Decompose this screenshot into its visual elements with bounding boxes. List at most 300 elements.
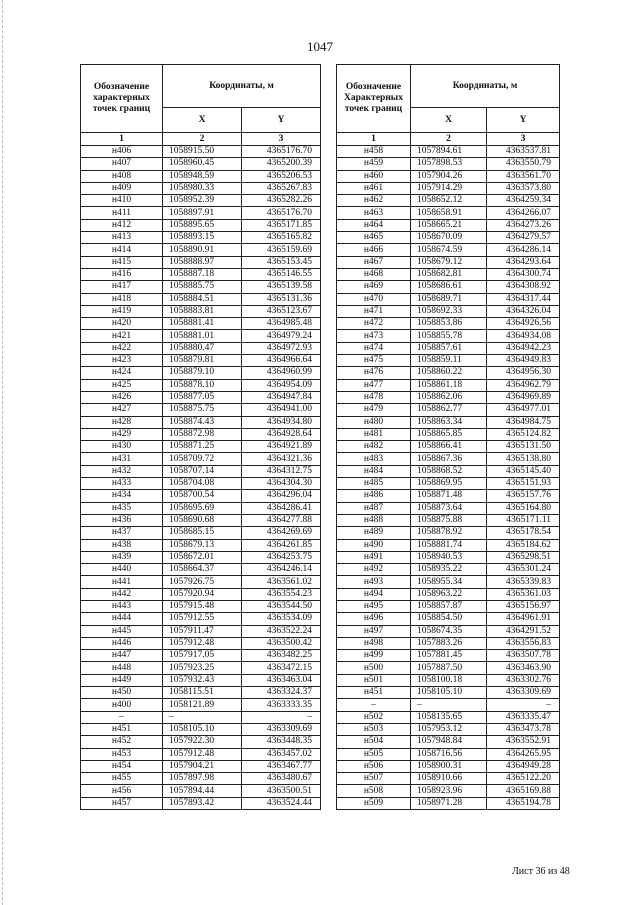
- x-coordinate: 1058690.68: [163, 514, 242, 526]
- point-designation: н473: [337, 330, 411, 342]
- point-designation: н506: [337, 760, 411, 772]
- x-coordinate: 1058679.12: [411, 256, 487, 268]
- y-coordinate: 4365159.69: [242, 244, 321, 256]
- y-coordinate: 4364296.04: [242, 490, 321, 502]
- x-coordinate: 1057897.98: [163, 773, 242, 785]
- point-designation: н452: [81, 736, 163, 748]
- point-designation: н493: [337, 576, 411, 588]
- y-coordinate: 4365131.36: [242, 293, 321, 305]
- y-coordinate: 4364291.52: [487, 625, 560, 637]
- point-designation: н442: [81, 588, 163, 600]
- header-designation: Обозначение характерных точек границ: [81, 65, 163, 133]
- point-designation: н424: [81, 367, 163, 379]
- table-row: [337, 736, 560, 748]
- x-coordinate: 1058866.41: [411, 441, 487, 453]
- x-coordinate: 1058877.05: [163, 391, 242, 403]
- x-coordinate: 1058875.88: [411, 514, 487, 526]
- table-row: [81, 551, 321, 563]
- y-coordinate: 4364926.56: [487, 318, 560, 330]
- y-coordinate: 4363463.04: [242, 674, 321, 686]
- point-designation: н500: [337, 662, 411, 674]
- point-designation: н486: [337, 490, 411, 502]
- y-coordinate: 4363552.91: [487, 736, 560, 748]
- x-coordinate: 1058672.01: [163, 551, 242, 563]
- table-row: [81, 367, 321, 379]
- table-row: [337, 600, 560, 612]
- y-coordinate: 4363500.51: [242, 785, 321, 797]
- x-coordinate: 1058980.33: [163, 182, 242, 194]
- x-coordinate: 1058865.85: [411, 428, 487, 440]
- y-coordinate: 4365145.40: [487, 465, 560, 477]
- table-row: [337, 293, 560, 305]
- y-coordinate: 4365361.03: [487, 588, 560, 600]
- table-row: [81, 146, 321, 158]
- x-coordinate: 1058879.81: [163, 355, 242, 367]
- table-row: [337, 699, 560, 711]
- y-coordinate: 4365298.51: [487, 551, 560, 563]
- x-coordinate: 1057948.84: [411, 736, 487, 748]
- point-designation: н437: [81, 527, 163, 539]
- x-coordinate: 1058871.25: [163, 441, 242, 453]
- point-designation: н426: [81, 391, 163, 403]
- y-coordinate: 4364304.30: [242, 478, 321, 490]
- table-row: [337, 662, 560, 674]
- table-row: [337, 625, 560, 637]
- point-designation: н477: [337, 379, 411, 391]
- y-coordinate: 4364979.24: [242, 330, 321, 342]
- x-coordinate: 1057914.29: [411, 182, 487, 194]
- point-designation: н509: [337, 797, 411, 809]
- x-coordinate: 1058670.09: [411, 232, 487, 244]
- y-coordinate: 4363324.37: [242, 687, 321, 699]
- header-x: X: [411, 108, 487, 133]
- table-row: [81, 662, 321, 674]
- x-coordinate: 1058709.72: [163, 453, 242, 465]
- point-designation: н480: [337, 416, 411, 428]
- x-coordinate: 1058115.51: [163, 687, 242, 699]
- table-row: [337, 650, 560, 662]
- table-row: [81, 232, 321, 244]
- x-coordinate: 1058871.48: [411, 490, 487, 502]
- y-coordinate: 4365165.82: [242, 232, 321, 244]
- table-row: [337, 355, 560, 367]
- point-designation: н458: [337, 146, 411, 158]
- table-row: [337, 711, 560, 723]
- x-coordinate: 1057953.12: [411, 723, 487, 735]
- point-designation: н479: [337, 404, 411, 416]
- y-coordinate: 4363333.35: [242, 699, 321, 711]
- point-designation: н461: [337, 182, 411, 194]
- table-row: [337, 182, 560, 194]
- table-row: [81, 576, 321, 588]
- header-y: Y: [242, 108, 321, 133]
- y-coordinate: 4365176.70: [242, 207, 321, 219]
- point-designation: н448: [81, 662, 163, 674]
- point-designation: н503: [337, 723, 411, 735]
- x-coordinate: 1058857.87: [411, 600, 487, 612]
- x-coordinate: 1058854.50: [411, 613, 487, 625]
- table-row: [81, 736, 321, 748]
- x-coordinate: 1058885.75: [163, 281, 242, 293]
- point-designation: н481: [337, 428, 411, 440]
- x-coordinate: 1057926.75: [163, 576, 242, 588]
- x-coordinate: 1057898.53: [411, 158, 487, 170]
- point-designation: н415: [81, 256, 163, 268]
- table-row: [337, 404, 560, 416]
- point-designation: н441: [81, 576, 163, 588]
- point-designation: н499: [337, 650, 411, 662]
- x-coordinate: 1058881.01: [163, 330, 242, 342]
- point-designation: н430: [81, 441, 163, 453]
- x-coordinate: 1058135.65: [411, 711, 487, 723]
- y-coordinate: 4364962.79: [487, 379, 560, 391]
- point-designation: н418: [81, 293, 163, 305]
- point-designation: н462: [337, 195, 411, 207]
- point-designation: н438: [81, 539, 163, 551]
- x-coordinate: 1058880.47: [163, 342, 242, 354]
- table-body-right: [337, 146, 560, 810]
- y-coordinate: 4365171.11: [487, 514, 560, 526]
- x-coordinate: –: [163, 711, 242, 723]
- y-coordinate: 4364954.09: [242, 379, 321, 391]
- y-coordinate: 4364921.89: [242, 441, 321, 453]
- point-designation: н484: [337, 465, 411, 477]
- x-coordinate: 1058100.18: [411, 674, 487, 686]
- point-designation: н453: [81, 748, 163, 760]
- table-row: [81, 773, 321, 785]
- table-row: [81, 699, 321, 711]
- x-coordinate: 1058923.96: [411, 785, 487, 797]
- point-designation: н508: [337, 785, 411, 797]
- table-row: [81, 785, 321, 797]
- table-row: [81, 182, 321, 194]
- x-coordinate: 1057917.05: [163, 650, 242, 662]
- table-row: [81, 588, 321, 600]
- x-coordinate: 1058861.18: [411, 379, 487, 391]
- table-row: [81, 428, 321, 440]
- point-designation: н423: [81, 355, 163, 367]
- y-coordinate: 4365146.55: [242, 268, 321, 280]
- x-coordinate: 1057894.44: [163, 785, 242, 797]
- point-designation: н465: [337, 232, 411, 244]
- y-coordinate: 4363537.81: [487, 146, 560, 158]
- table-row: [81, 404, 321, 416]
- point-designation: н457: [81, 797, 163, 809]
- x-coordinate: 1058707.14: [163, 465, 242, 477]
- point-designation: н408: [81, 170, 163, 182]
- x-coordinate: 1057922.30: [163, 736, 242, 748]
- table-row: [81, 527, 321, 539]
- point-designation: н414: [81, 244, 163, 256]
- table-row: [337, 256, 560, 268]
- table-row: [81, 441, 321, 453]
- table-row: [81, 391, 321, 403]
- point-designation: н483: [337, 453, 411, 465]
- point-designation: н446: [81, 637, 163, 649]
- y-coordinate: –: [487, 699, 560, 711]
- point-designation: н431: [81, 453, 163, 465]
- x-coordinate: 1058855.78: [411, 330, 487, 342]
- table-row: [81, 281, 321, 293]
- table-row: [337, 478, 560, 490]
- point-designation: н487: [337, 502, 411, 514]
- y-coordinate: 4363507.78: [487, 650, 560, 662]
- point-designation: н491: [337, 551, 411, 563]
- y-coordinate: 4364312.75: [242, 465, 321, 477]
- table-row: [337, 146, 560, 158]
- table-row: [81, 219, 321, 231]
- point-designation: н451: [81, 723, 163, 735]
- point-designation: н420: [81, 318, 163, 330]
- table-row: [81, 244, 321, 256]
- y-coordinate: 4364326.04: [487, 305, 560, 317]
- x-coordinate: 1058879.10: [163, 367, 242, 379]
- point-designation: н419: [81, 305, 163, 317]
- point-designation: н416: [81, 268, 163, 280]
- y-coordinate: 4364308.92: [487, 281, 560, 293]
- x-coordinate: 1057904.26: [411, 170, 487, 182]
- x-coordinate: 1058888.97: [163, 256, 242, 268]
- x-coordinate: 1058878.92: [411, 527, 487, 539]
- table-row: [81, 330, 321, 342]
- x-coordinate: 1057887.50: [411, 662, 487, 674]
- y-coordinate: 4365157.76: [487, 490, 560, 502]
- table-row: [81, 478, 321, 490]
- y-coordinate: 4364960.99: [242, 367, 321, 379]
- table-row: [337, 502, 560, 514]
- table-row: [337, 416, 560, 428]
- y-coordinate: 4365339.83: [487, 576, 560, 588]
- y-coordinate: 4364317.44: [487, 293, 560, 305]
- x-coordinate: 1058873.64: [411, 502, 487, 514]
- y-coordinate: 4363550.79: [487, 158, 560, 170]
- table-row: [337, 391, 560, 403]
- table-row: [337, 797, 560, 809]
- x-coordinate: 1058853.86: [411, 318, 487, 330]
- table-row: [81, 416, 321, 428]
- y-coordinate: 4363480.67: [242, 773, 321, 785]
- x-coordinate: 1058960.45: [163, 158, 242, 170]
- header-designation: Обозначение Характерных точек границ: [337, 65, 411, 133]
- y-coordinate: 4364977.01: [487, 404, 560, 416]
- table-row: [81, 256, 321, 268]
- table-row: [337, 674, 560, 686]
- y-coordinate: 4365200.39: [242, 158, 321, 170]
- x-coordinate: 1058857.61: [411, 342, 487, 354]
- point-designation: н497: [337, 625, 411, 637]
- table-row: [81, 797, 321, 809]
- y-coordinate: 4363309.69: [242, 723, 321, 735]
- x-coordinate: 1058893.15: [163, 232, 242, 244]
- point-designation: н440: [81, 564, 163, 576]
- x-coordinate: 1058963.22: [411, 588, 487, 600]
- header-x: X: [163, 108, 242, 133]
- x-coordinate: 1057923.25: [163, 662, 242, 674]
- point-designation: н410: [81, 195, 163, 207]
- table-row: [81, 207, 321, 219]
- y-coordinate: 4364266.07: [487, 207, 560, 219]
- y-coordinate: 4364286.14: [487, 244, 560, 256]
- x-coordinate: 1058890.91: [163, 244, 242, 256]
- y-coordinate: 4364286.41: [242, 502, 321, 514]
- point-designation: н466: [337, 244, 411, 256]
- y-coordinate: 4365123.67: [242, 305, 321, 317]
- y-coordinate: 4365164.80: [487, 502, 560, 514]
- y-coordinate: 4365169.88: [487, 785, 560, 797]
- table-row: [81, 305, 321, 317]
- table-row: [81, 711, 321, 723]
- point-designation: н468: [337, 268, 411, 280]
- point-designation: н421: [81, 330, 163, 342]
- table-row: [81, 502, 321, 514]
- y-coordinate: 4365267.83: [242, 182, 321, 194]
- table-row: [337, 232, 560, 244]
- table-row: [81, 564, 321, 576]
- point-designation: н478: [337, 391, 411, 403]
- x-coordinate: 1058867.36: [411, 453, 487, 465]
- x-coordinate: 1058872.98: [163, 428, 242, 440]
- y-coordinate: 4363500.42: [242, 637, 321, 649]
- table-row: [337, 158, 560, 170]
- point-designation: н498: [337, 637, 411, 649]
- x-coordinate: 1057920.94: [163, 588, 242, 600]
- x-coordinate: 1058686.61: [411, 281, 487, 293]
- y-coordinate: 4363467.77: [242, 760, 321, 772]
- point-designation: –: [81, 711, 163, 723]
- table-row: [337, 367, 560, 379]
- point-designation: н432: [81, 465, 163, 477]
- point-designation: н400: [81, 699, 163, 711]
- table-row: [337, 613, 560, 625]
- table-row: [337, 318, 560, 330]
- table-row: [337, 379, 560, 391]
- x-coordinate: 1057912.55: [163, 613, 242, 625]
- point-designation: н488: [337, 514, 411, 526]
- table-row: [81, 625, 321, 637]
- table-row: [81, 760, 321, 772]
- x-coordinate: 1058105.10: [411, 687, 487, 699]
- header-coordinates: Координаты, м: [163, 65, 321, 108]
- point-designation: н490: [337, 539, 411, 551]
- coordinates-table-right: [336, 64, 560, 810]
- point-designation: н455: [81, 773, 163, 785]
- page-number: 1047: [307, 39, 333, 54]
- table-row: [81, 687, 321, 699]
- point-designation: н445: [81, 625, 163, 637]
- x-coordinate: 1058689.71: [411, 293, 487, 305]
- x-coordinate: 1058915.50: [163, 146, 242, 158]
- x-coordinate: 1057912.48: [163, 748, 242, 760]
- y-coordinate: 4363556.83: [487, 637, 560, 649]
- point-designation: н471: [337, 305, 411, 317]
- y-coordinate: 4365176.70: [242, 146, 321, 158]
- x-coordinate: 1058910.66: [411, 773, 487, 785]
- x-coordinate: 1058704.08: [163, 478, 242, 490]
- header-coordinates: Координаты, м: [411, 65, 560, 108]
- table-row: [81, 318, 321, 330]
- table-row: [337, 244, 560, 256]
- x-coordinate: 1057893.42: [163, 797, 242, 809]
- x-coordinate: 1058860.22: [411, 367, 487, 379]
- x-coordinate: 1058862.77: [411, 404, 487, 416]
- y-coordinate: –: [242, 711, 321, 723]
- y-coordinate: 4364984.75: [487, 416, 560, 428]
- y-coordinate: 4363544.50: [242, 600, 321, 612]
- y-coordinate: 4364934.80: [242, 416, 321, 428]
- x-coordinate: 1058692.33: [411, 305, 487, 317]
- y-coordinate: 4364265.95: [487, 748, 560, 760]
- y-coordinate: 4364279.57: [487, 232, 560, 244]
- table-row: [337, 490, 560, 502]
- table-row: [337, 342, 560, 354]
- point-designation: н489: [337, 527, 411, 539]
- point-designation: н492: [337, 564, 411, 576]
- table-row: [337, 637, 560, 649]
- y-coordinate: 4363472.15: [242, 662, 321, 674]
- x-coordinate: 1058971.28: [411, 797, 487, 809]
- header-index-1: 1: [81, 133, 163, 146]
- point-designation: н494: [337, 588, 411, 600]
- table-row: [337, 748, 560, 760]
- x-coordinate: 1057881.45: [411, 650, 487, 662]
- table-row: [81, 268, 321, 280]
- table-row: [81, 453, 321, 465]
- point-designation: н456: [81, 785, 163, 797]
- y-coordinate: 4363522.24: [242, 625, 321, 637]
- x-coordinate: 1058869.95: [411, 478, 487, 490]
- y-coordinate: 4365122.20: [487, 773, 560, 785]
- y-coordinate: 4363309.69: [487, 687, 560, 699]
- table-row: [81, 748, 321, 760]
- y-coordinate: 4365282.26: [242, 195, 321, 207]
- table-row: [337, 281, 560, 293]
- y-coordinate: 4363463.90: [487, 662, 560, 674]
- scan-edge-line: [2, 0, 4, 905]
- point-designation: н502: [337, 711, 411, 723]
- table-row: [81, 195, 321, 207]
- y-coordinate: 4364928.64: [242, 428, 321, 440]
- point-designation: н417: [81, 281, 163, 293]
- point-designation: н434: [81, 490, 163, 502]
- table-row: [337, 268, 560, 280]
- point-designation: н435: [81, 502, 163, 514]
- table-row: [337, 551, 560, 563]
- x-coordinate: 1058695.69: [163, 502, 242, 514]
- point-designation: н475: [337, 355, 411, 367]
- x-coordinate: 1057912.48: [163, 637, 242, 649]
- header-index-2: 2: [411, 133, 487, 146]
- y-coordinate: 4364972.93: [242, 342, 321, 354]
- point-designation: н444: [81, 613, 163, 625]
- point-designation: н450: [81, 687, 163, 699]
- point-designation: н460: [337, 170, 411, 182]
- y-coordinate: 4364321.36: [242, 453, 321, 465]
- y-coordinate: 4365171.85: [242, 219, 321, 231]
- x-coordinate: 1058948.59: [163, 170, 242, 182]
- y-coordinate: 4365138.80: [487, 453, 560, 465]
- table-row: [81, 674, 321, 686]
- y-coordinate: 4365301.24: [487, 564, 560, 576]
- table-row: [81, 170, 321, 182]
- x-coordinate: 1058700.54: [163, 490, 242, 502]
- point-designation: н472: [337, 318, 411, 330]
- table-row: [337, 453, 560, 465]
- y-coordinate: 4365184.62: [487, 539, 560, 551]
- header-index-2: 2: [163, 133, 242, 146]
- point-designation: н413: [81, 232, 163, 244]
- table-row: [81, 158, 321, 170]
- table-row: [81, 379, 321, 391]
